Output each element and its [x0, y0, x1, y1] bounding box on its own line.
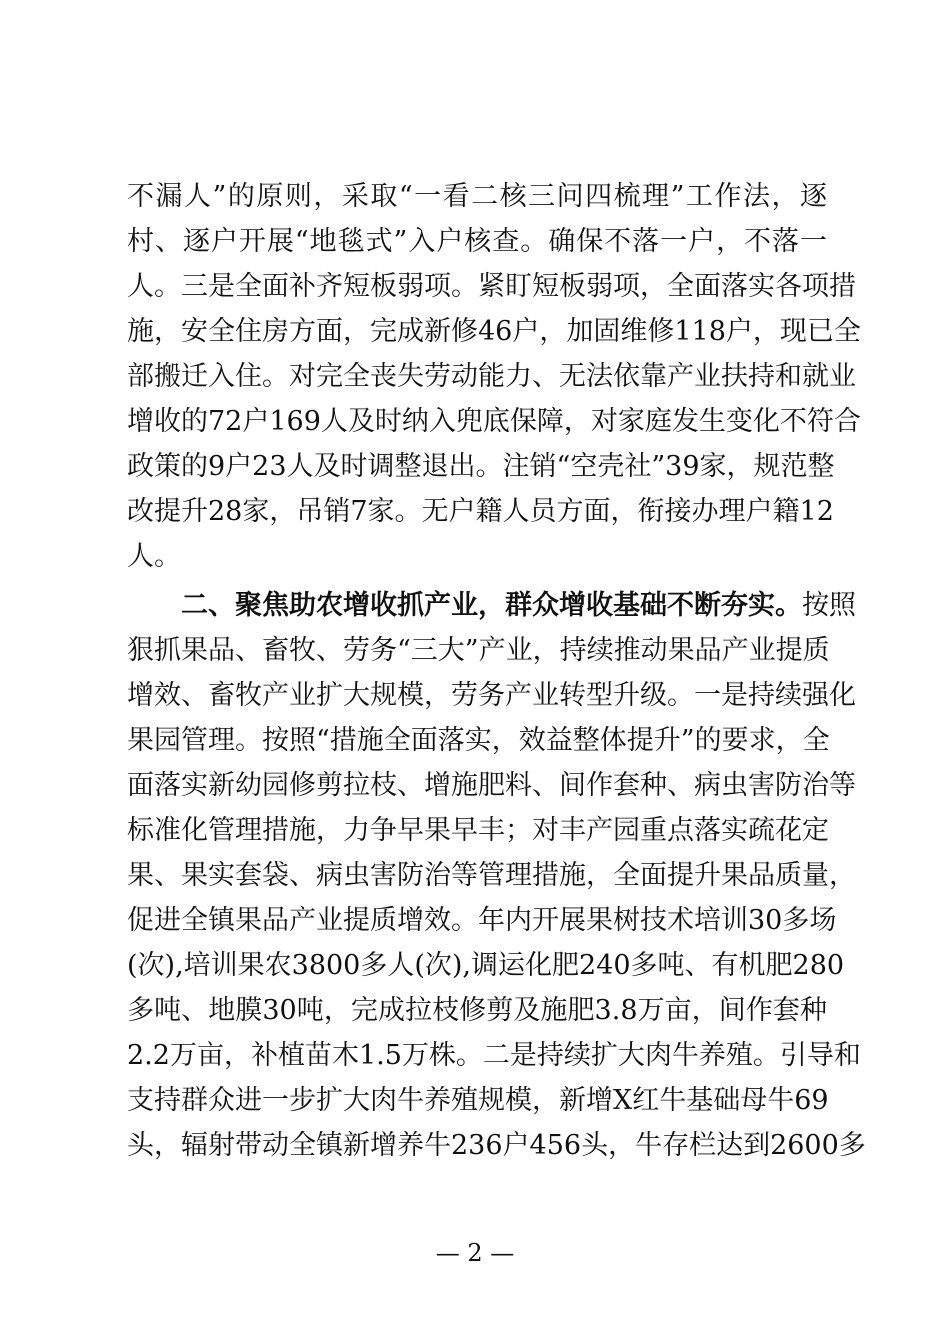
- text-line: 增效、畜牧产业扩大规模，劳务产业转型升级。一是持续强化: [127, 680, 856, 711]
- text-line: 面落实新幼园修剪拉枝、增施肥料、间作套种、病虫害防治等: [127, 770, 856, 801]
- text-line: 村、逐户开展“地毯式”入户核查。确保不落一户，不落一: [127, 226, 827, 257]
- text-line: 狠抓果品、畜牧、劳务“三大”产业，持续推动果品产业提质: [127, 635, 830, 666]
- text-line: 促进全镇果品产业提质增效。年内开展果树技术培训30多场: [127, 905, 837, 936]
- text-line: (次),培训果农3800多人(次),调运化肥240多吨、有机肥280: [127, 950, 845, 981]
- text-line: 改提升28家，吊销7家。无户籍人员方面，衔接办理户籍12: [127, 496, 834, 527]
- text-line: 支持群众进一步扩大肉牛养殖规模，新增X红牛基础母牛69: [127, 1085, 829, 1116]
- text-fragment: 按照: [802, 590, 856, 621]
- text-line: 增收的72户169人及时纳入兜底保障，对家庭发生变化不符合: [127, 406, 861, 437]
- text-line: 多吨、地膜30吨，完成拉枝修剪及施肥3.8万亩，间作套种: [127, 995, 827, 1026]
- text-line: 头，辐射带动全镇新增养牛236户456头，牛存栏达到2600多: [127, 1130, 866, 1161]
- paragraph-1: [127, 174, 861, 579]
- text-line: 政策的9户23人及时调整退出。注销“空壳社”39家，规范整: [127, 451, 835, 482]
- document-body: [127, 174, 866, 1168]
- text-line: 果、果实套袋、病虫害防治等管理措施，全面提升果品质量，: [127, 860, 856, 891]
- section-heading: 二、聚焦助农增收抓产业，群众增收基础不断夯实。: [181, 590, 802, 621]
- text-line: 果园管理。按照“措施全面落实，效益整体提升”的要求，全: [127, 725, 830, 756]
- text-line: 不漏人”的原则，采取“一看二核三问四梳理”工作法，逐: [127, 181, 827, 212]
- text-line: 标准化管理措施，力争早果早丰；对丰产园重点落实疏花定: [127, 815, 829, 846]
- text-line: 人。三是全面补齐短板弱项。紧盯短板弱项，全面落实各项措: [127, 271, 856, 302]
- paragraph-2-first-line: [127, 583, 856, 628]
- text-line: 施，安全住房方面，完成新修46户，加固维修118户，现已全: [127, 316, 861, 347]
- text-line: 2.2万亩，补植苗木1.5万株。二是持续扩大肉牛养殖。引导和: [127, 1040, 861, 1071]
- text-line: 人。: [127, 541, 181, 572]
- page-number: — 2 —: [435, 1239, 515, 1267]
- text-line: 部搬迁入住。对完全丧失劳动能力、无法依靠产业扶持和就业: [127, 361, 856, 392]
- paragraph-2: [127, 583, 866, 1168]
